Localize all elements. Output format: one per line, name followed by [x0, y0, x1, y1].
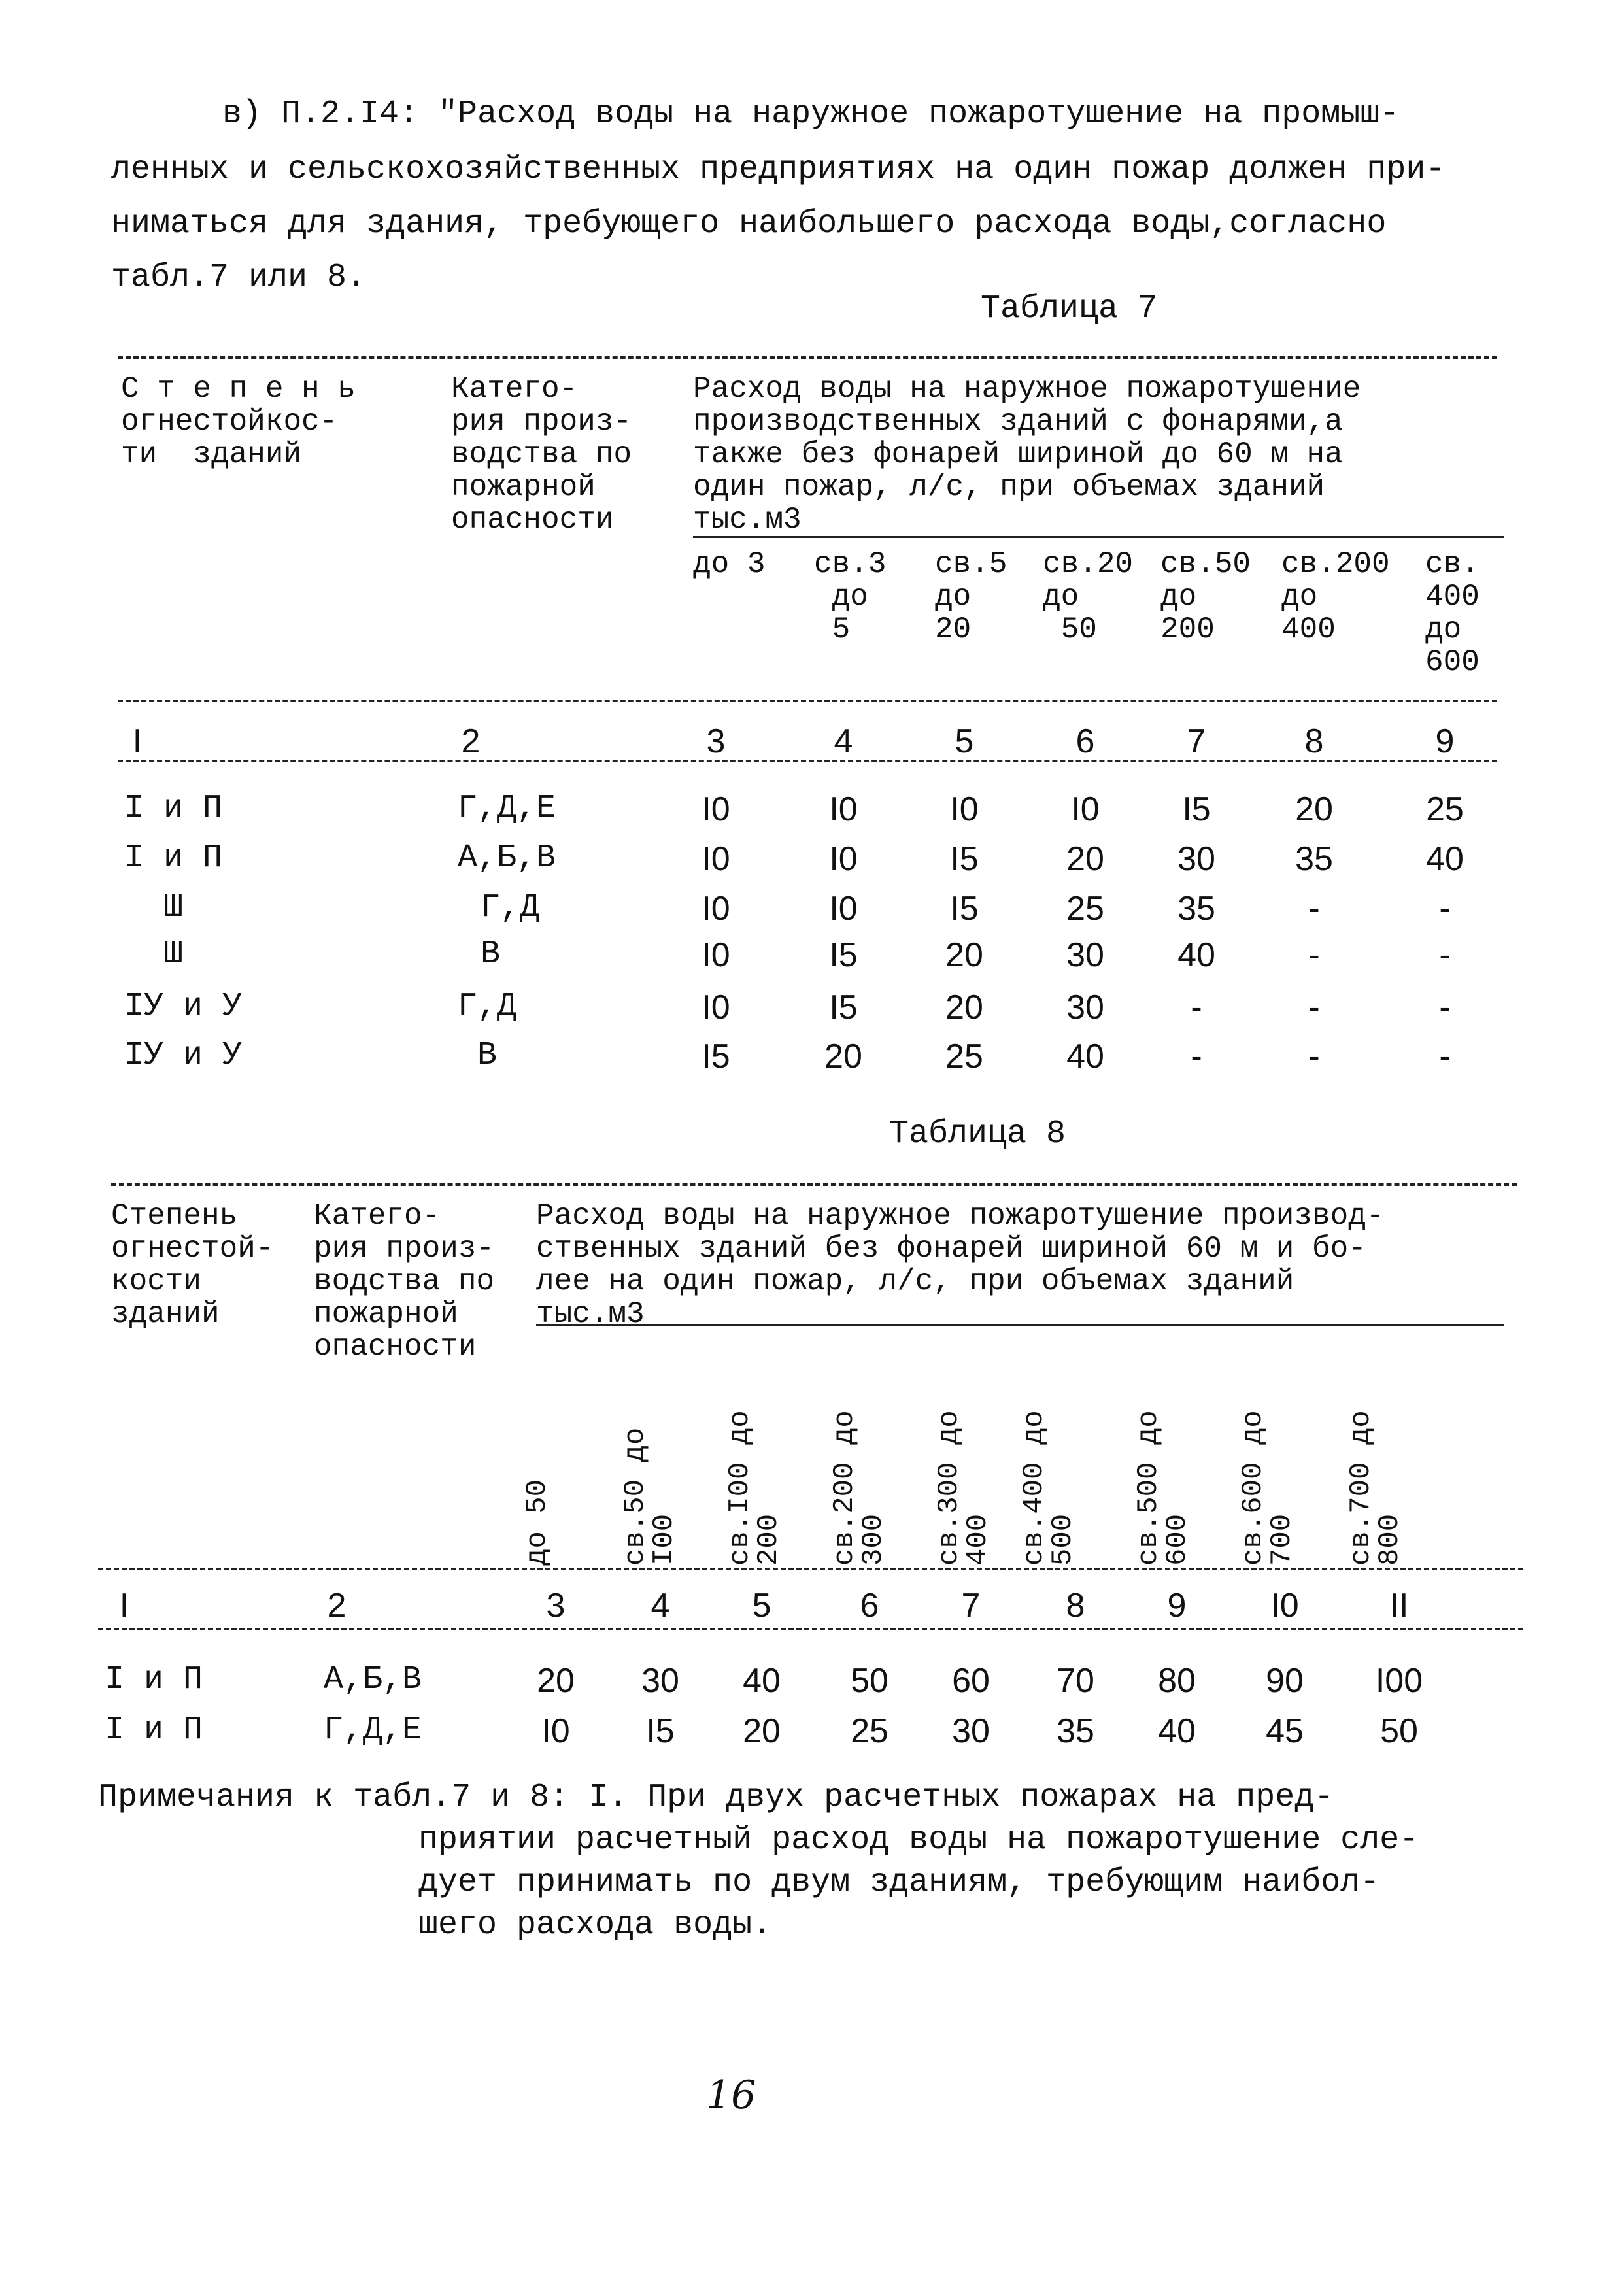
table7-cell: 30 [1066, 988, 1104, 1026]
table8-caption: Таблица 8 [889, 1115, 1066, 1153]
table8-colnum: 6 [860, 1587, 879, 1625]
table7-cell: - [1439, 936, 1451, 974]
table7-cell: I0 [702, 890, 730, 928]
table7-degree: I и П [124, 790, 223, 827]
table7-cell: I5 [702, 1038, 730, 1075]
table8-cell: 30 [641, 1662, 679, 1700]
table8-category: Г,Д,Е [324, 1712, 422, 1749]
table8-degree: I и П [105, 1712, 203, 1749]
table7-colnum: 6 [1075, 722, 1095, 760]
table7-cell: I0 [702, 840, 730, 878]
table8-volume-header: до 50 [521, 1479, 554, 1566]
table7-colnum: 7 [1187, 722, 1206, 760]
table8-cell: 50 [851, 1662, 888, 1700]
table8-volume-header: св.300 до 400 [933, 1410, 994, 1566]
table7-cell: - [1439, 890, 1451, 928]
table7-vol-6: св.200 до 400 [1281, 547, 1390, 647]
intro-line-3: ниматься для здания, требующего наибольшего расхода воды,согласно [111, 205, 1387, 243]
table7-cell: 30 [1177, 840, 1215, 878]
table8-volume-rule [536, 1324, 1504, 1326]
table7-cell: 25 [1066, 890, 1104, 928]
table8-cell: 30 [952, 1712, 990, 1750]
table8-cell: 90 [1266, 1662, 1304, 1700]
table7-cell: - [1308, 936, 1320, 974]
table7-vol-2: св.3 до 5 [814, 547, 887, 647]
table7-cell: 20 [824, 1038, 862, 1075]
table8-degree: I и П [105, 1661, 203, 1698]
table8-volume-header: св.700 до 800 [1345, 1410, 1406, 1566]
table7-category: Г,Д [481, 889, 540, 926]
table8-cell: 80 [1158, 1662, 1196, 1700]
table7-colnum: 4 [834, 722, 853, 760]
table7-head-bottom-rule [118, 700, 1497, 702]
table7-degree: Ш [163, 889, 184, 926]
table7-colnum-rule [118, 760, 1497, 762]
table8-colnum: 8 [1066, 1587, 1085, 1625]
table8-colnum: 7 [961, 1587, 981, 1625]
table7-cell: I0 [829, 790, 858, 828]
table8-volume-header: св.500 до 600 [1132, 1410, 1194, 1566]
table8-colnum: II [1389, 1587, 1409, 1625]
table7-cell: - [1191, 988, 1202, 1026]
table7-cell: - [1308, 1038, 1320, 1075]
table8-cell: 50 [1380, 1712, 1418, 1750]
table7-colnum: 9 [1435, 722, 1455, 760]
table7-colnum: 8 [1304, 722, 1324, 760]
table8-colnum: 9 [1167, 1587, 1187, 1625]
table8-cell: 45 [1266, 1712, 1304, 1750]
table8-cell: I5 [646, 1712, 675, 1750]
table8-cell: 40 [1158, 1712, 1196, 1750]
table7-degree: IУ и У [124, 1037, 243, 1074]
table7-cell: I0 [702, 936, 730, 974]
table7-vol-1: до 3 [693, 547, 766, 581]
table8-cell: I00 [1375, 1662, 1423, 1700]
table7-cell: 20 [1295, 790, 1333, 828]
table7-cell: 40 [1426, 840, 1464, 878]
table7-vol-3: св.5 до 20 [935, 547, 1007, 647]
table8-volume-header: св.I00 до 200 [724, 1410, 785, 1566]
table8-volume-header: св.600 до 700 [1237, 1410, 1298, 1566]
table8-colnum: 2 [327, 1587, 347, 1625]
table8-colnum: I [119, 1587, 129, 1625]
table7-cell: - [1439, 988, 1451, 1026]
table7-cell: 20 [945, 988, 983, 1026]
table7-colnum: 2 [461, 722, 481, 760]
table8-colnum: 3 [546, 1587, 566, 1625]
table7-caption: Таблица 7 [981, 290, 1158, 328]
table8-category: А,Б,В [324, 1661, 422, 1698]
table7-category: А,Б,В [458, 839, 556, 877]
table7-cell: - [1439, 1038, 1451, 1075]
page-number: 16 [706, 2072, 756, 2118]
table7-head-degree: С т е п е н ь огнестойкос- ти зданий [121, 372, 356, 471]
table7-head-flow: Расход воды на наружное пожаротушение производственных зданий с фонарями,а также без фонарей шириной до 60 м на один пожар, л/с, при объемах зданий тыс.м3 [693, 372, 1361, 537]
table7-vol-5: св.50 до 200 [1160, 547, 1251, 647]
table8-volume-header: св.50 до I00 [619, 1427, 681, 1566]
table7-category: Г,Д,Е [458, 790, 556, 827]
table7-volume-rule [693, 536, 1504, 538]
notes-line-2: приятии расчетный расход воды на пожаротушение сле- [418, 1821, 1419, 1859]
table7-category: В [477, 1037, 498, 1074]
table8-volume-header: св.400 до 500 [1018, 1410, 1079, 1566]
table7-degree: I и П [124, 839, 223, 877]
table7-vol-7: св. 400 до 600 [1425, 547, 1480, 679]
table8-head-degree: Степень огнестой- кости зданий [111, 1199, 274, 1331]
table7-cell: I0 [702, 988, 730, 1026]
table7-cell: 20 [945, 936, 983, 974]
table7-cell: 25 [945, 1038, 983, 1075]
table7-cell: 30 [1066, 936, 1104, 974]
table8-cell: 60 [952, 1662, 990, 1700]
table7-cell: 35 [1295, 840, 1333, 878]
table8-head-flow: Расход воды на наружное пожаротушение производ- ственных зданий без фонарей шириной 60 м и бо- лее на один пожар, л/с, при объемах зданий тыс.м3 [536, 1199, 1385, 1331]
table7-colnum: I [132, 722, 143, 760]
notes-line-4: шего расхода воды. [418, 1906, 772, 1944]
table8-colnum: 5 [752, 1587, 771, 1625]
table7-cell: - [1308, 988, 1320, 1026]
table8-colnum: 4 [651, 1587, 670, 1625]
table8-head-category: Катего- рия произ- водства по пожарной опасности [314, 1199, 495, 1364]
table7-cell: 20 [1066, 840, 1104, 878]
table7-cell: I0 [829, 890, 858, 928]
table7-cell: I5 [950, 890, 979, 928]
table8-colnum-rule [98, 1628, 1523, 1630]
table7-colnum: 5 [955, 722, 974, 760]
table7-cell: I5 [950, 840, 979, 878]
table7-colnum: 3 [706, 722, 726, 760]
table8-top-rule [111, 1183, 1517, 1186]
table7-vol-4: св.20 до 50 [1043, 547, 1134, 647]
table7-cell: - [1191, 1038, 1202, 1075]
table7-cell: I0 [829, 840, 858, 878]
intro-line-4: табл.7 или 8. [111, 259, 367, 296]
notes-line-3: дует принимать по двум зданиям, требующим наибол- [418, 1864, 1380, 1901]
table8-cell: I0 [541, 1712, 570, 1750]
intro-line-2: ленных и сельскохозяйственных предприятиях на один пожар должен при- [111, 151, 1446, 188]
table7-cell: 40 [1066, 1038, 1104, 1075]
table8-colnum: I0 [1270, 1587, 1299, 1625]
table7-cell: 35 [1177, 890, 1215, 928]
table7-cell: 40 [1177, 936, 1215, 974]
notes-line-1: Примечания к табл.7 и 8: I. При двух расчетных пожарах на пред- [98, 1779, 1334, 1816]
table7-category: Г,Д [458, 988, 517, 1025]
table7-category: В [481, 936, 501, 973]
intro-line-1: в) П.2.I4: "Расход воды на наружное пожаротушение на промыш- [222, 95, 1400, 133]
table7-cell: I5 [829, 936, 858, 974]
table7-cell: 25 [1426, 790, 1464, 828]
table8-cell: 25 [851, 1712, 888, 1750]
table7-cell: I5 [1182, 790, 1211, 828]
table7-degree: IУ и У [124, 988, 243, 1025]
table7-top-rule [118, 356, 1497, 359]
table8-cell: 70 [1057, 1662, 1094, 1700]
table7-degree: Ш [163, 936, 184, 973]
table8-cell: 35 [1057, 1712, 1094, 1750]
table7-cell: I0 [702, 790, 730, 828]
table7-head-category: Катего- рия произ- водства по пожарной опасности [451, 372, 632, 537]
table7-cell: - [1308, 890, 1320, 928]
table8-cell: 20 [537, 1662, 575, 1700]
table7-cell: I0 [950, 790, 979, 828]
table7-cell: I0 [1071, 790, 1100, 828]
table7-cell: I5 [829, 988, 858, 1026]
table8-volume-header: св.200 до 300 [828, 1410, 890, 1566]
table8-cell: 20 [743, 1712, 781, 1750]
table8-head-bottom-rule [98, 1568, 1523, 1570]
table8-cell: 40 [743, 1662, 781, 1700]
